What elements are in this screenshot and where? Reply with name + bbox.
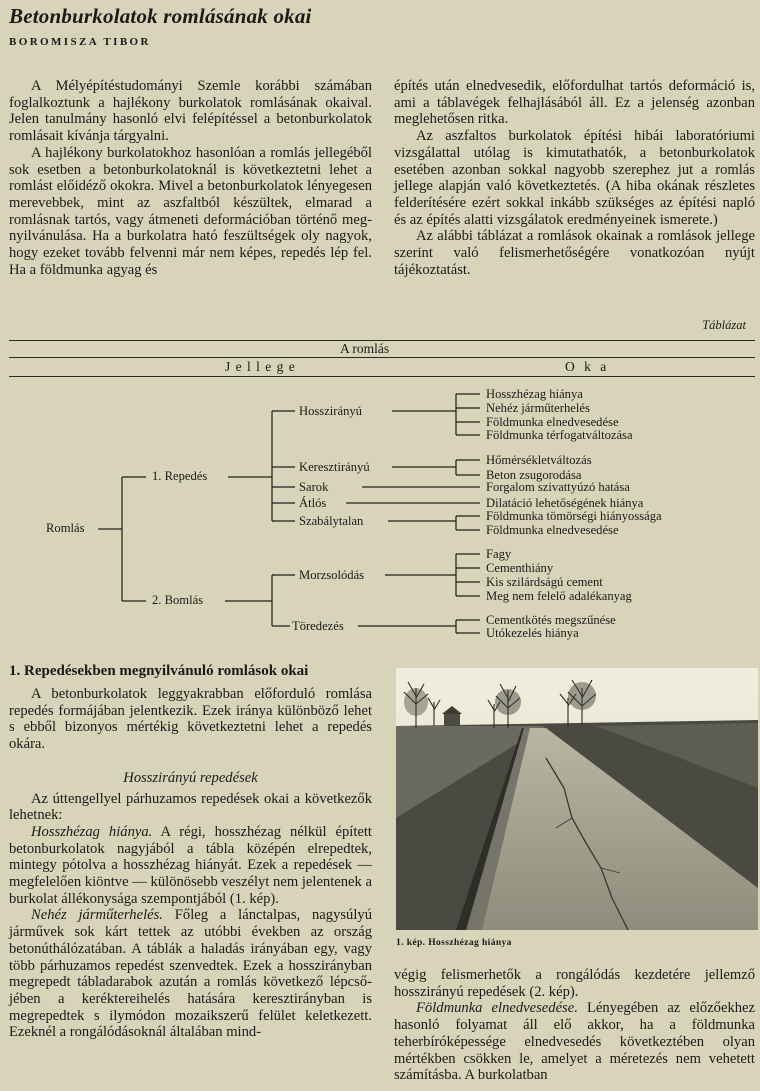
paragraph: Az úttengellyel párhuzamos repedések okai a következők lehetnek:	[9, 790, 372, 824]
term: Földmunka elnedvesedése.	[416, 1000, 578, 1017]
tree-root-label: Romlás	[46, 521, 85, 535]
term: Hosszhézag hiánya.	[31, 823, 153, 840]
tree-cause: Hőmérsékletváltozás	[486, 453, 592, 467]
paragraph: A Mélyépítéstudományi Szemle korábbi számában foglalkoztunk a hajlékony burkolatok romlásának okaival. Jelen tanulmány hasonló elvi felépítéssel a betonburkolatok romlásait kívánja tárgyalni.	[9, 78, 372, 145]
tree-cause: Utókezelés hiánya	[486, 626, 579, 640]
tree-cause: Hosszhézag hiánya	[486, 387, 583, 401]
tree-cause: Kis szilárdságú cement	[486, 575, 603, 589]
tree-cause: Földmunka térfogatváltozása	[486, 428, 633, 442]
paragraph	[394, 1000, 755, 1084]
paragraph	[9, 907, 372, 1041]
column-header-jellege: J e l l e g e	[225, 359, 296, 374]
table-rule-bottom	[9, 376, 755, 377]
term: Nehéz járműterhelés.	[31, 907, 163, 924]
section-heading: 1. Repedésekben megnyilvánuló romlások okai	[9, 663, 309, 679]
tree-cause: Nehéz járműterhelés	[486, 401, 590, 415]
tree-level2-atlos: Átlós	[299, 496, 327, 510]
left-column-bottom	[9, 686, 372, 1041]
author-name: BOROMISZA TIBOR	[9, 36, 151, 48]
tree-cause: Földmunka elnedvesedése	[486, 415, 619, 429]
tree-level1-bomlas: 2. Bomlás	[152, 593, 204, 607]
road-photo-illustration	[396, 668, 758, 930]
paragraph-text: Főleg a lánctalpas, nagysúlyú járművek sok kárt tettek az utóbbi években az ország betonúthálózatában. A táblák a haladás irányában egy, vagy több párhuzamos repedést szenvedtek. Ezek a hosszirányban megrepedt tábladarabok azután a romlás következő lépcsőjében a keréktereihelés hatására keresztirányban is megrepedtek s ilymódon mozaikszerű felület keletkezett. Ezeknél a rongálódásoknál általában mind-	[9, 907, 372, 1041]
paragraph: Az aszfaltos burkolatok építési hibái laboratóriumi vizsgálattal utólag is kimutathatók, a betonburkolatok esetében azonban sokkal nagyobb szerephez jut a romlás jellege alapján való következtetés. (A hiba okának részletes felderítésére ezért sokkal inkább szükséges az építési napló és az építés alatti vizsgálatok eredményeinek ismerete.)	[394, 128, 755, 228]
paragraph: A hajlékony burkolatokhoz hasonlóan a romlás jellegéből sok esetben a betonburkolatoknál is következtetni lehet a romlást előidéző okokra. Mivel a betonburkolatok lényegesen merevebbek, mint az aszfaltból készültek, elmarad a romlásnak tartós, vagy átmeneti deformációban történő megnyilvánulása. Ha a burkolatra ható feszültségek oly nagyok, hogy ezeket tovább felvenni már nem képes, repedés lép fel. Ha a földmunka agyag és	[9, 144, 372, 278]
tree-level2-szabalytalan: Szabálytalan	[299, 514, 364, 528]
tree-cause: Cementhiány	[486, 561, 554, 575]
tree-cause: Dilatáció lehetőségének hiánya	[486, 496, 644, 510]
tree-cause: Forgalom szivattyúzó hatása	[486, 480, 630, 494]
table-caption: Táblázat	[702, 318, 746, 332]
paragraph: Az alábbi táblázat a romlások okainak a romlások jellege szerint való felismerhetőségére vonatkozóan nyújt tájékoztatást.	[394, 228, 755, 278]
left-column-top	[9, 78, 372, 278]
tree-level2-hosszirany: Hosszirányú	[299, 404, 362, 418]
tree-cause: Cementkötés megszűnése	[486, 613, 616, 627]
tree-cause: Beton zsugorodása	[486, 468, 582, 482]
paragraph: végig felismerhetők a rongálódás kezdetére jellemző hosszirányú repedések (2. kép).	[394, 967, 755, 1000]
table-title: A romlás	[340, 341, 390, 356]
tree-level2-sarok: Sarok	[299, 480, 329, 494]
road-photo	[396, 668, 758, 930]
tree-cause: Földmunka elnedvesedése	[486, 523, 619, 537]
subsection-heading: Hosszirányú repedések	[123, 769, 258, 786]
paragraph-text: Lényegében az előzőekhez hasonló folyamat áll elő akkor, ha a földmunka teherbíróképessége elnedvesedés következtében olyan mértékben csökken le, amelyet a méretezés nem vehetett számításba. A burkolatban	[394, 1000, 755, 1084]
photo-caption: 1. kép. Hosszhézag hiánya	[396, 938, 512, 948]
table-rule-mid	[9, 357, 755, 358]
tree-cause: Fagy	[486, 547, 512, 561]
tree-level2-keresztirany: Keresztirányú	[299, 460, 370, 474]
tree-cause: Földmunka tömörségi hiányossága	[486, 509, 662, 523]
tree-level2-toredezes: Töredezés	[292, 619, 344, 633]
paragraph: építés után elnedvesedik, előfordulhat tartós deformáció is, ami a táblavégek felhajlásából áll. Ez a jelenség azonban meglehetősen ritka.	[394, 78, 755, 128]
paragraph-text: A régi, hosszhézag nélkül épített betonburkolatok nagyjából a tábla középén elrepedtek, mintegy pótolva a hosszhézag hiányát. Ezek a repedések — megfelelően kiöntve — különösebb veszélyt nem jelentenek a burkolat állékonysága szempontjából (1. kép).	[9, 823, 372, 907]
paragraph: A betonburkolatok leggyakrabban előforduló romlása repedés formájában jelentkezik. Ezek iránya különböző lehet s ebből bizonyos mértékig következtetni lehet a repedés okára.	[9, 686, 372, 753]
tree-cause: Meg nem felelő adalékanyag	[486, 589, 632, 603]
tree-level2-morzsolodas: Morzsolódás	[299, 568, 365, 582]
paragraph	[9, 824, 372, 908]
right-column-bottom	[394, 967, 755, 1084]
article-title: Betonburkolatok romlásának okai	[9, 4, 312, 28]
column-header-oka: O k a	[565, 359, 610, 374]
right-column-top	[394, 78, 755, 278]
tree-level1-repedes: 1. Repedés	[152, 469, 208, 483]
